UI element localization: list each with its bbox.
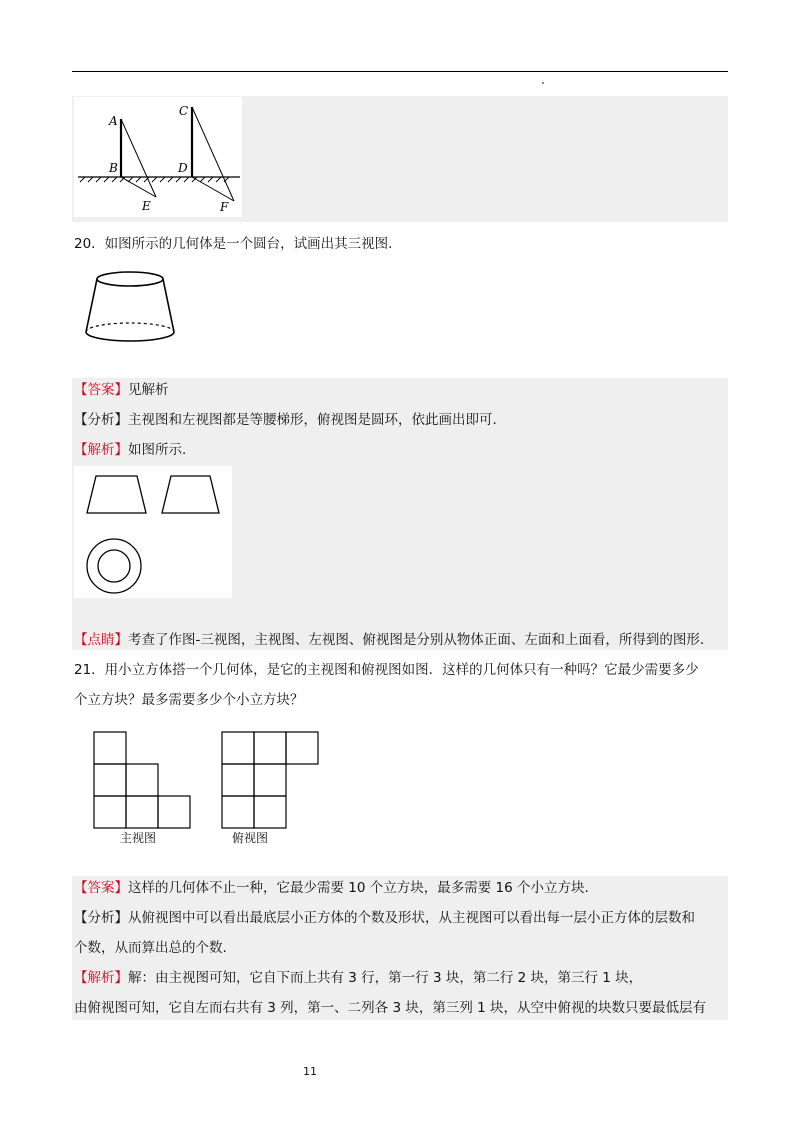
cube-views-figure	[90, 728, 330, 846]
q20-analysis	[74, 410, 497, 430]
answer-text: 见解析	[128, 382, 169, 398]
top-view-label: 俯视图	[232, 831, 269, 845]
label-b: B	[109, 161, 118, 175]
solution-text: 解：由主视图可知，它自下而上共有 3 行，第一行 3 块，第二行 2 块，第三行 1 块，	[128, 970, 643, 986]
label-d: D	[178, 161, 188, 175]
q21-solution-line1	[74, 968, 642, 988]
shadow-figure	[74, 97, 242, 217]
analysis-tag: 【分析】	[74, 910, 128, 926]
header-rule	[72, 71, 728, 72]
three-views-figure	[74, 466, 232, 598]
page-number: 11	[303, 1065, 317, 1078]
q21-question-line1: 21．用小立方体搭一个几何体，是它的主视图和俯视图如图．这样的几何体只有一种吗？它最少需要多少	[74, 662, 699, 678]
answer-tag: 【答案】	[74, 382, 128, 398]
q20-solution	[74, 440, 186, 460]
analysis-text: 主视图和左视图都是等腰梯形，俯视图是圆环，依此画出即可.	[128, 412, 497, 428]
header-dot	[542, 82, 544, 84]
q20-question: 20．如图所示的几何体是一个圆台，试画出其三视图.	[74, 236, 393, 252]
q21-solution-line2: 由俯视图可知，它自左而右共有 3 列，第一、二列各 3 块，第三列 1 块，从空中俯视的块数只要最低层有	[74, 1000, 707, 1016]
label-f: F	[220, 200, 229, 214]
solution-tag: 【解析】	[74, 970, 128, 986]
label-e: E	[142, 199, 151, 213]
q20-comment	[74, 630, 704, 650]
q21-answer	[74, 878, 589, 898]
label-a: A	[109, 114, 118, 128]
q20-answer	[74, 380, 169, 400]
front-view-label: 主视图	[120, 831, 157, 845]
label-c: C	[179, 104, 189, 118]
solution-tag: 【解析】	[74, 442, 128, 458]
q21-analysis-line1	[74, 908, 695, 928]
comment-tag: 【点睛】	[74, 632, 128, 648]
analysis-text: 从俯视图中可以看出最底层小正方体的个数及形状，从主视图可以看出每一层小正方体的层数和	[128, 910, 695, 926]
q21-analysis-line2: 个数，从而算出总的个数.	[74, 940, 227, 956]
answer-tag: 【答案】	[74, 880, 128, 896]
solution-text: 如图所示.	[128, 442, 187, 458]
analysis-tag: 【分析】	[74, 412, 128, 428]
q21-question-line2: 个立方块？最多需要多少个小立方块？	[74, 692, 304, 708]
comment-text: 考查了作图-三视图，主视图、左视图、俯视图是分别从物体正面、左面和上面看，所得到的图形.	[128, 632, 705, 648]
answer-text: 这样的几何体不止一种，它最少需要 10 个立方块，最多需要 16 个小立方块.	[128, 880, 589, 896]
frustum-figure	[80, 262, 180, 346]
